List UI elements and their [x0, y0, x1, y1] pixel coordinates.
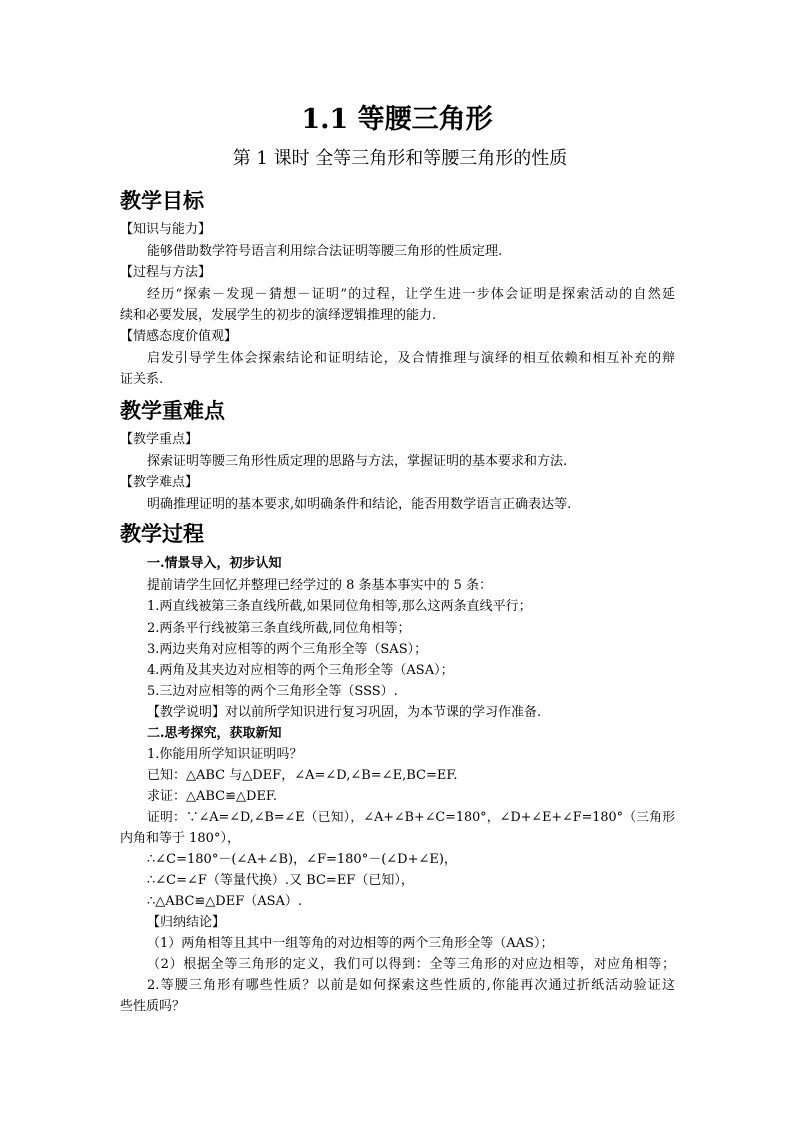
section-heading-objectives: 教学目标	[120, 188, 204, 213]
proof-line-2: 内角和等于 180°），	[120, 831, 240, 846]
knowledge-label: 【知识与能力】	[120, 222, 212, 237]
conclusion-label: 【归纳结论】	[147, 915, 226, 930]
attitude-label: 【情感态度价值观】	[120, 329, 238, 344]
focus-text: 探索证明等腰三角形性质定理的思路与方法，掌握证明的基本要求和方法.	[147, 454, 568, 469]
attitude-text-line-2: 证关系.	[120, 372, 164, 387]
focus-label: 【教学重点】	[120, 432, 199, 447]
fact-item: 5.三边对应相等的两个三角形全等（SSS）.	[147, 684, 398, 699]
fact-item: 3.两边夹角对应相等的两个三角形全等（SAS）；	[147, 642, 428, 657]
page-subtitle: 第 1 课时 全等三角形和等腰三角形的性质	[232, 148, 568, 169]
conclusion-line-1: （1）两角相等且其中一组等角的对边相等的两个三角形全等（AAS）；	[147, 936, 554, 951]
part1-heading: 一.情景导入，初步认知	[147, 556, 282, 571]
proof-line-5: ∴△ABC≌△DEF（ASA）.	[147, 894, 303, 909]
section-heading-key-points: 教学重难点	[120, 398, 225, 423]
proof-line-4: ∴∠C=∠F（等量代换）.又 BC=EF（已知），	[147, 873, 414, 888]
part1-intro: 提前请学生回忆并整理已经学过的 8 条基本事实中的 5 条：	[147, 578, 493, 593]
proof-line-3: ∴∠C=180°－(∠A+∠B)，∠F=180°－(∠D+∠E)，	[147, 852, 457, 867]
page-title: 1.1 等腰三角形	[301, 104, 493, 135]
knowledge-text: 能够借助数学符号语言利用综合法证明等腰三角形的性质定理.	[147, 244, 503, 259]
proof-line-1: 证明：∵∠A=∠D,∠B=∠E（已知），∠A+∠B+∠C=180°，∠D+∠E+∠F=180°（三角形	[147, 810, 675, 825]
difficulty-label: 【教学难点】	[120, 475, 199, 490]
fact-item: 4.两角及其夹边对应相等的两个三角形全等（ASA）；	[147, 663, 454, 678]
process-label: 【过程与方法】	[120, 265, 212, 280]
question-1: 1.你能用所学知识证明吗？	[147, 747, 303, 762]
fact-item: 2.两条平行线被第三条直线所截,同位角相等；	[147, 621, 411, 636]
difficulty-text: 明确推理证明的基本要求,如明确条件和结论，能否用数学语言正确表达等.	[147, 497, 572, 512]
question-2-line-1: 2.等腰三角形有哪些性质？以前是如何探索这些性质的,你能再次通过折纸活动验证这	[147, 978, 675, 993]
conclusion-line-2: （2）根据全等三角形的定义，我们可以得到：全等三角形的对应边相等，对应角相等；	[147, 957, 675, 972]
question-2-line-2: 些性质吗？	[120, 999, 186, 1014]
process-text-line-1: 经历“探索－发现－猜想－证明”的过程，让学生进一步体会证明是探索活动的自然延	[147, 287, 675, 302]
prove-statement: 求证：△ABC≌△DEF.	[147, 789, 278, 804]
part2-heading: 二.思考探究，获取新知	[147, 726, 282, 741]
part1-note: 【教学说明】对以前所学知识进行复习巩固，为本节课的学习作准备.	[147, 705, 542, 720]
given-statement: 已知：△ABC 与△DEF，∠A=∠D,∠B=∠E,BC=EF.	[147, 768, 458, 783]
process-text-line-2: 续和必要发展，发展学生的初步的演绎逻辑推理的能力.	[120, 308, 437, 323]
fact-item: 1.两直线被第三条直线所截,如果同位角相等,那么这两条直线平行；	[147, 599, 532, 614]
section-heading-process: 教学过程	[120, 521, 204, 546]
attitude-text-line-1: 启发引导学生体会探索结论和证明结论，及合情推理与演绎的相互依赖和相互补充的辩	[147, 351, 675, 366]
